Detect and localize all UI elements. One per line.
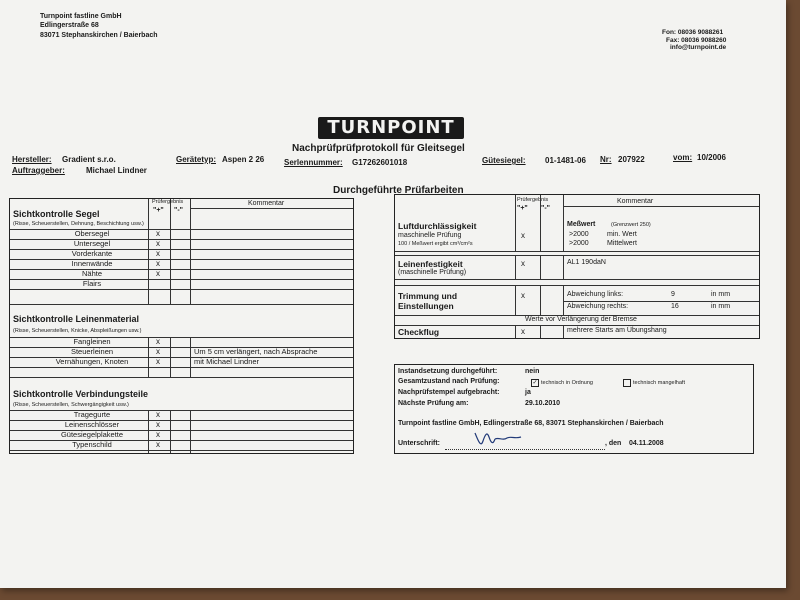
result-box [394, 364, 754, 454]
guetesiegel-value: 01-1481-06 [545, 156, 586, 165]
checkflug-title: Checkflug [398, 327, 440, 337]
table-row [10, 440, 353, 451]
seriennummer-value: G17262601018 [352, 158, 408, 167]
stempel-value: ja [525, 389, 531, 396]
trimmung-rechts-value: 16 [671, 303, 679, 310]
mangel-checkbox[interactable] [623, 379, 631, 387]
company-street: Edlingerstraße 68 [40, 22, 99, 29]
row-mark: x [156, 357, 160, 366]
leinenfest-sub: (maschinelle Prüfung) [398, 269, 467, 276]
row-mark: x [156, 430, 160, 439]
row-label: Fangleinen [73, 337, 111, 346]
zustand-label: Gesamtzustand nach Prüfung: [398, 378, 500, 385]
hersteller-label: Hersteller: [12, 155, 52, 164]
leinenfest-mark: x [521, 259, 525, 268]
section-title: Durchgeführte Prüfarbeiten [333, 185, 464, 196]
geraetetyp-label: Gerätetyp: [176, 155, 217, 164]
hersteller-value: Gradient s.r.o. [62, 155, 116, 164]
verbindung-subtitle: (Risse, Scheuerstellen, Schwergängigkeit usw.) [13, 402, 129, 408]
unterschrift-label: Unterschrift: [398, 440, 441, 447]
right-plus-header: "+" [517, 205, 528, 212]
trimmung-title-1: Trimmung und [398, 291, 458, 301]
trimmung-rechts-label: Abweichung rechts: [567, 303, 629, 310]
verbindung-title: Sichtkontrolle Verbindungsteile [13, 389, 149, 399]
mangel-label: technisch mangelhaft [633, 380, 685, 386]
result-address: Turnpoint fastline GmbH, Edlingerstraße 68, 83071 Stephanskirchen / Baierbach [398, 420, 664, 427]
document-title: Nachprüfprüfprotokoll für Gleitsegel [292, 143, 465, 154]
trimmung-links-unit: in mm [711, 291, 731, 298]
row-comment: mit Michael Lindner [194, 357, 260, 366]
company-name: Turnpoint fastline GmbH [40, 13, 122, 20]
ordnung-label: technisch in Ordnung [541, 380, 593, 386]
left-pruefergebnis: Prüfergebnis [152, 199, 184, 205]
stempel-label: Nachprüfstempel aufgebracht: [398, 389, 500, 396]
checkflug-comment: mehrere Starts am Übungshang [567, 327, 667, 334]
left-kommentar-header: Kommentar [248, 200, 285, 207]
row-label: Typenschild [72, 440, 112, 449]
leinen-subtitle: (Risse, Scheuerstellen, Knicke, Abspleißungen usw.) [13, 328, 142, 334]
luft-title: Luftdurchlässigkeit [398, 221, 477, 231]
ordnung-checkbox[interactable]: ✓ [532, 380, 538, 386]
vom-label: vom: [673, 153, 693, 162]
row-mark: x [156, 249, 160, 258]
row-label: Vernähungen, Knoten [55, 357, 129, 366]
row-label: Innenwände [71, 259, 113, 268]
luft-grenzwert: (Grenzwert 250) [611, 222, 651, 228]
auftraggeber-value: Michael Lindner [86, 166, 147, 175]
row-label: Vorderkante [71, 249, 113, 258]
row-mark: x [156, 259, 160, 268]
geraetetyp-value: Aspen 2 26 [222, 155, 265, 164]
left-table [9, 198, 354, 454]
table-row [10, 357, 353, 368]
row-mark: x [156, 410, 160, 419]
row-mark: x [156, 239, 160, 248]
leinen-title: Sichtkontrolle Leinenmaterial [13, 314, 140, 324]
row-mark: x [156, 347, 160, 356]
trimmung-links-label: Abweichung links: [567, 291, 624, 298]
company-fax: Fax: 08036 9088260 [666, 37, 727, 44]
row-mark: x [156, 337, 160, 346]
row-label: Leinenschlösser [64, 420, 120, 429]
row-label: Gütesiegelplakette [60, 430, 124, 439]
right-pruefergebnis: Prüfergebnis [517, 197, 549, 203]
luft-sub2: 100 / Meßwert ergibt cm³/cm²s [398, 241, 473, 247]
row-mark: x [156, 229, 160, 238]
row-label: Steuerleinen [70, 347, 114, 356]
table-row [10, 279, 353, 290]
signature-icon [473, 429, 525, 449]
instandsetzung-label: Instandsetzung durchgeführt: [398, 368, 498, 375]
luft-mark: x [521, 231, 525, 240]
segel-subtitle: (Risse, Scheuerstellen, Dehnung, Beschichtung usw.) [13, 221, 144, 227]
instandsetzung-value: nein [525, 368, 540, 375]
nr-label: Nr: [600, 155, 612, 164]
row-label: Flairs [82, 279, 102, 288]
luft-v2: >2000 [569, 240, 589, 247]
row-mark: x [156, 269, 160, 278]
trimmung-rechts-unit: in mm [711, 303, 731, 310]
row-label: Untersegel [73, 239, 111, 248]
luft-v1-label: min. Wert [607, 231, 637, 238]
right-kommentar-header: Kommentar [617, 198, 654, 205]
luft-sub1: maschinelle Prüfung [398, 232, 462, 239]
row-mark: x [156, 420, 160, 429]
naechste-value: 29.10.2010 [525, 400, 561, 407]
row-label: Nähte [81, 269, 102, 278]
right-minus-header: "-" [541, 205, 550, 212]
signature-date: 04.11.2008 [629, 440, 664, 447]
trimmung-title-2: Einstellungen [398, 301, 454, 311]
naechste-label: Nächste Prüfung am: [398, 400, 469, 407]
auftraggeber-label: Auftraggeber: [12, 166, 65, 175]
leinenfest-value: AL1 190daN [567, 259, 606, 266]
trimmung-links-value: 9 [671, 291, 675, 298]
luft-v2-label: Mittelwert [607, 240, 637, 247]
nr-value: 207922 [618, 155, 645, 164]
seriennummer-label: Serlennummer: [284, 158, 343, 167]
trimmung-mark: x [521, 291, 525, 300]
row-label: Tragegurte [73, 410, 111, 419]
turnpoint-logo: TURNPOINT [318, 117, 464, 139]
row-mark: x [156, 440, 160, 449]
left-minus-header: "-" [174, 207, 183, 214]
luft-v1: >2000 [569, 231, 589, 238]
checkflug-mark: x [521, 327, 525, 336]
luft-messwert: Meßwert [567, 221, 596, 228]
den-label: , den [605, 440, 622, 447]
segel-title: Sichtkontrolle Segel [13, 209, 100, 219]
row-comment: Um 5 cm verlängert, nach Absprache [194, 347, 318, 356]
company-city: 83071 Stephanskirchen / Baierbach [40, 32, 158, 39]
company-fon: Fon: 08036 9088261 [662, 29, 724, 36]
company-email: info@turnpoint.de [670, 44, 727, 51]
vom-value: 10/2006 [697, 153, 726, 162]
trimmung-bremse: Werte vor Verlängerung der Bremse [525, 316, 637, 323]
guetesiegel-label: Gütesiegel: [482, 156, 526, 165]
row-label: Obersegel [74, 229, 110, 238]
left-plus-header: "+" [153, 207, 164, 214]
leinenfest-title: Leinenfestigkeit [398, 259, 463, 269]
right-table [394, 194, 760, 339]
